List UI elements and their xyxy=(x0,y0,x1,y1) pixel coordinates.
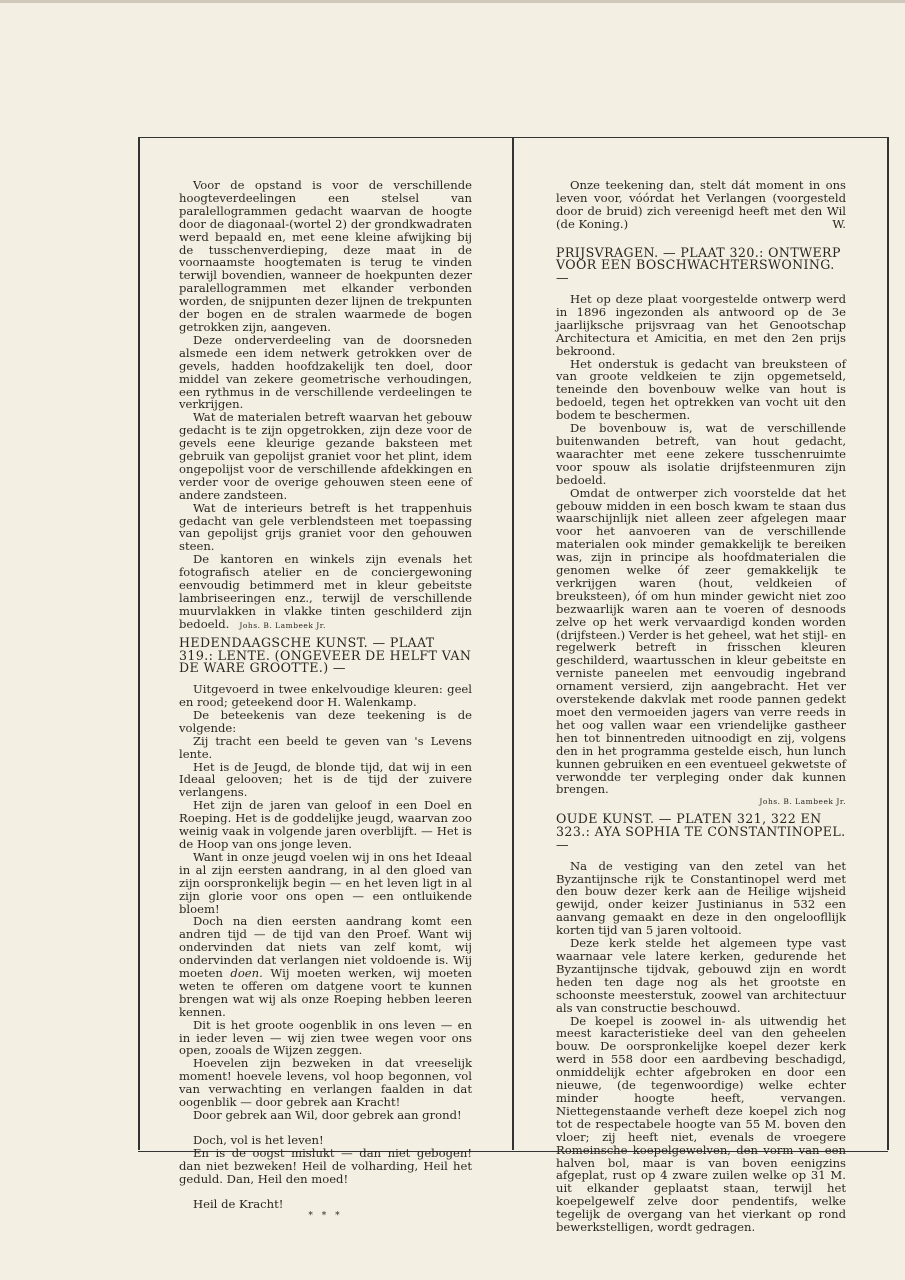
author-signature: Johs. B. Lambeek Jr. xyxy=(759,797,846,807)
page-edge xyxy=(0,0,905,3)
paragraph-text: Wij moeten werken, wij moeten weten te offeren om datgene voort te kunnen brengen wat wij als onze Roeping hebben leeren kennen. xyxy=(179,966,472,1019)
paragraph: Door gebrek aan Wil, door gebrek aan grond! xyxy=(193,1108,462,1123)
author-signature: Johs. B. Lambeek Jr. xyxy=(239,620,326,630)
paragraph: Na de vestiging van den zetel van het Byzantijnsche rijk te Constantinopel werd met den bouw dezer kerk aan de Heilige wijsheid gewijd, onder keizer Justinianus in 532 een aanvang gemaakt en deze in den ongeloofllijk korten tijd van 5 jaren voltooid. xyxy=(556,858,846,938)
paragraph xyxy=(179,553,472,632)
paragraph: Het zijn de jaren van geloof in een Doel en Roeping. Het is de goddelijke jeugd, waarvan zoo weinig vaak in volgende jaren overblijft. — Het is de Hoop van ons jonge leven. xyxy=(179,798,472,851)
paragraph-text: De kantoren en winkels zijn evenals het fotografisch atelier en de conciergewoning eenvoudig betimmerd met in kleur gebeitste lambriseeringen enz., terwijl de verschillende muurvlakken in vlakke tinten geschilderd zijn bedoeld. xyxy=(179,552,472,631)
section-heading: HEDENDAAGSCHE KUNST. — PLAAT 319.: LENTE. (ONGEVEER DE HELFT VAN DE WARE GROOTTE.) — xyxy=(179,634,472,676)
paragraph: Wat de interieurs betreft is het trappenhuis gedacht van gele verblendsteen met toepassing van gepolijst grijs graniet voor den gehouwen steen. xyxy=(179,500,472,554)
spacer xyxy=(556,231,846,243)
paragraph: De koepel is zoowel in- als uitwendig het meest karacteristieke deel van den geheelen bouw. De oorspronkelijke koepel dezer kerk werd in 558 door een aardbeving beschadigd, onmiddelijk echter afgebroken en door een nieuwe, (de tegenwoordige) welke echter minder hoogte heeft, vervangen. Niettegenstaande verheft deze koepel zich nog tot de respectabele hoogte van 55 M. boven den vloer; zij heeft niet, evenals de vroegere Romeinsche koepelgewelven, den vorm van een halven bol, maar is van boven eenigzins afgeplat, rust op 4 zware zuilen welke op 31 M. uit elkander geplaatst staan, terwijl het koepelgewelf zelve door pendentifs, welke tegelijk de overgang van het vierkant op rond bewerkstelligen, wordt gedragen. xyxy=(556,1013,846,1235)
paragraph: Omdat de ontwerper zich voorstelde dat het gebouw midden in een bosch kwam te staan dus waarschijnlijk niet alleen zeer afgelegen maar voor het aanvoeren van de verschillende materialen ook minder gemakkelijk te bereiken was, zijn in principe als hoofdmaterialen die genomen welke óf zeer gemakkelijk te verkrijgen waren (hout, veldkeien of breuksteen), óf om hun minder gewicht niet zoo bezwaarlijk waren aan te voeren of desnoods zelve op het werk vervaardigd konden worden (drijfsteen.) Verder is het geheel, wat het stijl- en regelwerk betreft in frisschen kleuren geschilderd, waartusschen in kleur gebeitste en verniste paneelen met eenvoudig ingebrand ornament versierd, zijn aangebracht. Het ver overstekende dakvlak met roode pannen gedekt moet den vermoeiden jagers van verre reeds in het oog vallen waar een vriendelijke gastheer hen tot binnentreden uitnoodigt en zij, volgens den in het programma gestelde eisch, hun lunch kunnen gebruiken en een eventueel gekwetste of verwondde ter verpleging onder dak kunnen brengen. xyxy=(556,485,846,797)
right-frame-rule xyxy=(887,137,889,1150)
paragraph: Hoevelen zijn bezweken in dat vreeselijk moment! hoevele levens, vol hoop begonnen, vol van verwachting en verlangen faalden in dat oogenblik — door gebrek aan Kracht! xyxy=(179,1056,472,1110)
paragraph: Voor de opstand is voor de verschillende hoogteverdeelingen een stelsel van paralellogrammen gedacht waarvan de hoogte door de diagonaal-(wortel 2) der grondkwadraten werd bepaald en, met eene kleine afwijking bij de tusschenverdieping, deze maat in de voornaamste hoogtematen is terug te vinden terwijl bovendien, wanneer de hoekpunten dezer paralellogrammen met elkander verbonden worden, de snijpunten dezer lijnen de trekpunten der bogen en de stralen waarmede de bogen getrokken zijn, aangeven. xyxy=(179,178,472,334)
left-column xyxy=(179,179,472,1223)
column-divider xyxy=(512,137,514,1150)
paragraph: Uitgevoerd in twee enkelvoudige kleuren: geel en rood; geteekend door H. Walenkamp. xyxy=(179,682,472,710)
paragraph: En is de oogst mislukt — dan niet gebogen! dan niet bezweken! Heil de volharding, Heil het geduld. Dan, Heil den moed! xyxy=(179,1145,472,1186)
author-initial: W. xyxy=(832,216,846,231)
paragraph: Het onderstuk is gedacht van breuksteen of van groote veldkeien te zijn opgemetseld, teneinde den bovenbouw welke van hout is bedoeld, tegen het optrekken van vocht uit den bodem te beschermen. xyxy=(556,356,846,423)
asterism: * * * xyxy=(308,1211,343,1222)
paragraph: Dit is het groote oogenblik in ons leven — en in ieder leven — wij zien twee wegen voor ons open, zooals de Wijzen zeggen. xyxy=(179,1017,472,1058)
paragraph: De bovenbouw is, wat de verschillende buitenwanden betreft, van hout gedacht, waarachter met eene zekere tusschenruimte voor spouw als isolatie drijfsteenmuren zijn bedoeld. xyxy=(556,421,846,487)
paragraph: Want in onze jeugd voelen wij in ons het Ideaal in al zijn eersten aandrang, in al den gloed van zijn oorspronkelijk begin — en het leven ligt in al zijn glorie voor ons open — een ontluikende bloem! xyxy=(179,849,472,916)
paragraph: De beteekenis van deze teekening is de volgende: xyxy=(179,707,472,735)
right-column xyxy=(556,179,846,1234)
section-heading: OUDE KUNST. — PLATEN 321, 322 EN 323.: AYA SOPHIA TE CONSTANTINOPEL. — xyxy=(556,811,846,852)
paragraph: Deze onderverdeeling van de doorsneden alsmede een idem netwerk getrokken over de gevels, hadden hoofdzakelijk ten doel, door middel van zekere geometrische verhoudingen, een rythmus in de verschillende verdeelingen te verkrijgen. xyxy=(179,332,472,412)
paragraph-text: Onze teekening dan, stelt dát moment in ons leven voor, vóórdat het Verlangen (voorgesteld door de bruid) zich vereenigd heeft met den Wil (de Koning.) xyxy=(556,178,846,231)
paragraph: Heil de Kracht! xyxy=(193,1196,284,1211)
emphasis: doen. xyxy=(230,966,263,981)
paragraph: Wat de materialen betreft waarvan het gebouw gedacht is te zijn opgetrokken, zijn deze voor de gevels eene kleurige gezande baksteen met gebruik van gepolijst graniet voor het plint, idem ongepolijst voor de verschillende afdekkingen en verder voor de overige gehouwen steen eene of andere zandsteen. xyxy=(179,410,472,502)
paragraph: Deze kerk stelde het algemeen type vast waarnaar vele latere kerken, gedurende het Byzantijnsche tijdvak, gebouwd zijn en wordt heden ten dage nog als het grootste en schoonste meesterstuk, zoowel van architectuur als van constructie beschouwd. xyxy=(556,936,846,1015)
section-heading: PRIJSVRAGEN. — PLAAT 320.: ONTWERP VOOR EEN BOSCHWACHTERSWONING. — xyxy=(556,244,841,286)
paragraph xyxy=(179,915,472,1018)
paragraph: Het op deze plaat voorgestelde ontwerp werd in 1896 ingezonden als antwoord op de 3e jaarlijksche prijsvraag van het Genootschap Architectura et Amicitia, en met den 2en prijs bekroond. xyxy=(556,292,846,358)
paragraph xyxy=(556,179,846,231)
paragraph: Doch, vol is het leven! xyxy=(193,1132,324,1147)
spacer xyxy=(179,1186,472,1198)
paragraph: Het is de Jeugd, de blonde tijd, dat wij in een Ideaal gelooven; het is de tijd der zuivere verlangens. xyxy=(179,759,472,800)
paragraph: Zij tracht een beeld te geven van 's Levens lente. xyxy=(179,733,472,761)
left-frame-rule xyxy=(138,137,140,1150)
paragraph-text: Doch na dien eersten aandrang komt een andren tijd — de tijd van den Proef. Want wij ondervinden dat niets van zelf komt, wij ondervinden dat verlangen niet voldoende is. Wij moeten xyxy=(179,914,472,981)
